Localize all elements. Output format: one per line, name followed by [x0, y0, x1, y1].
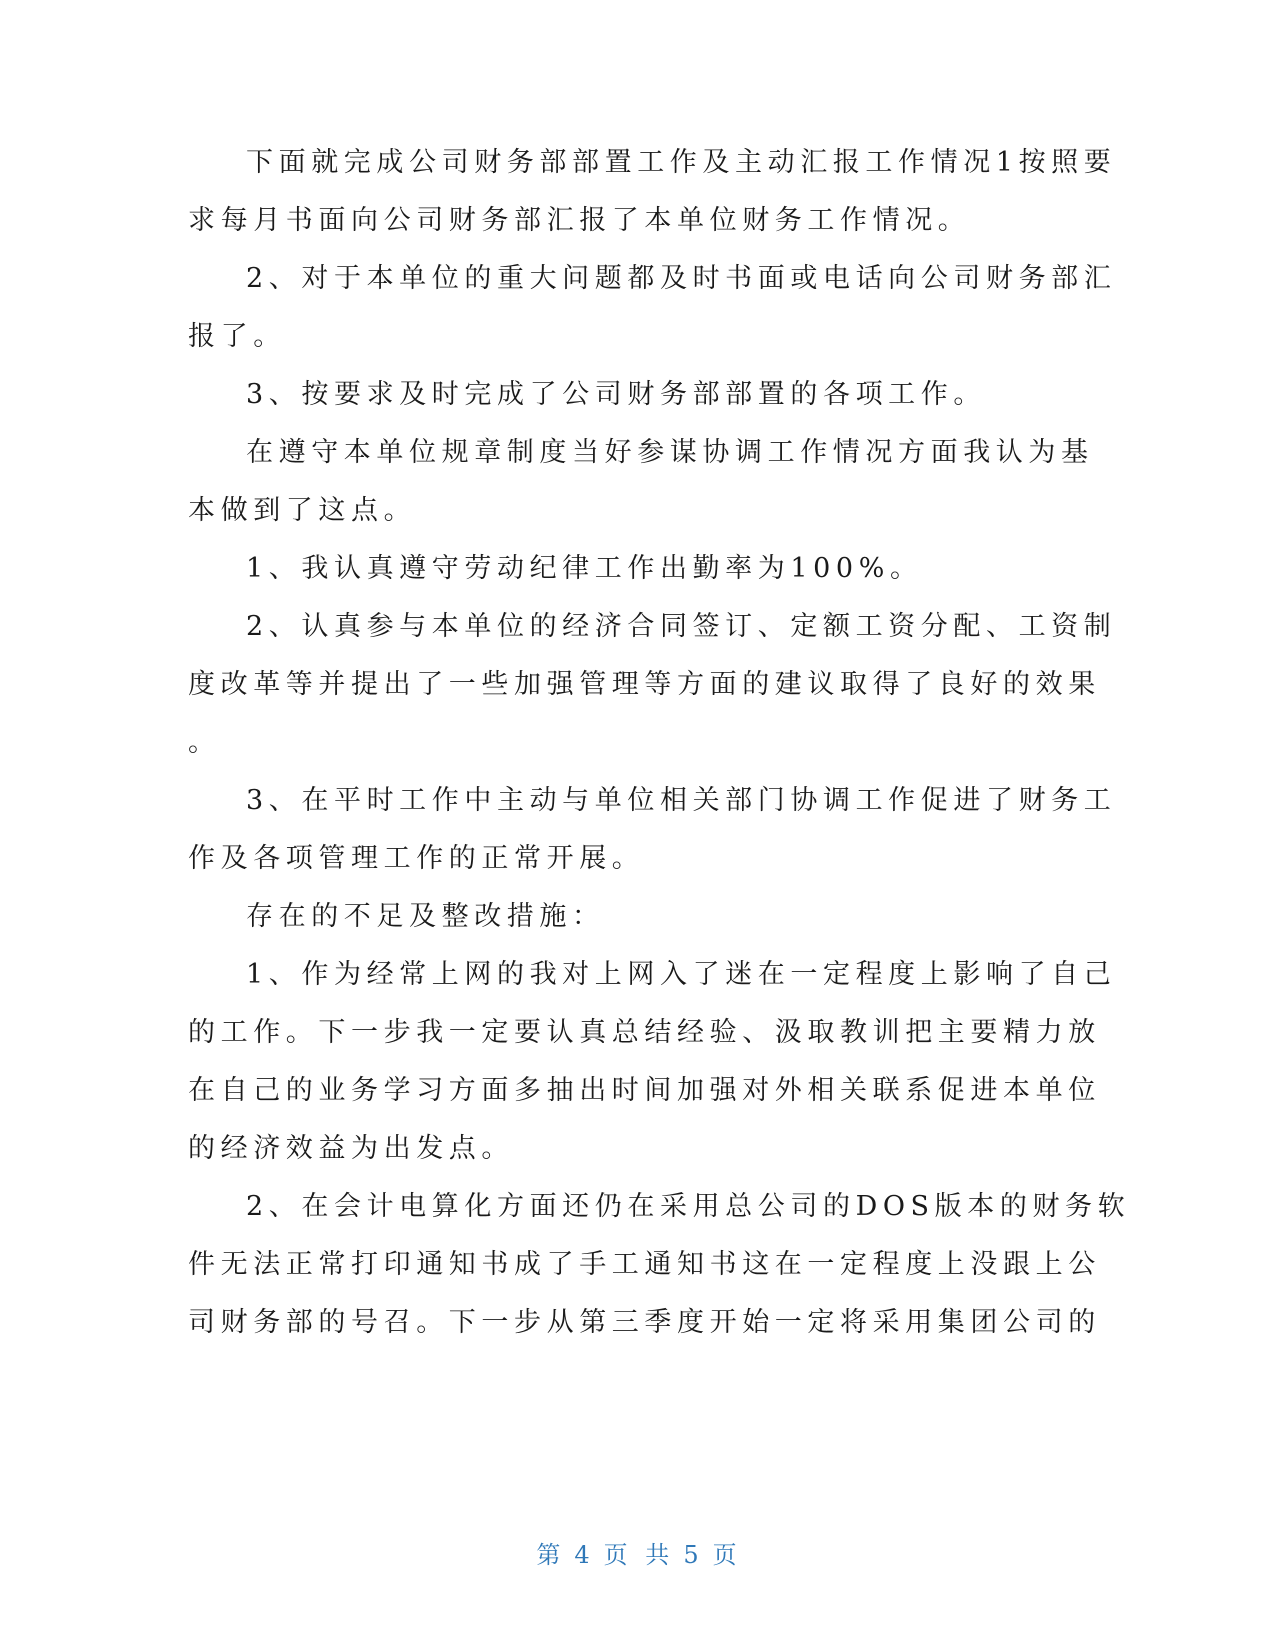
- text-line: 2、认真参与本单位的经济合同签订、定额工资分配、工资制: [246, 611, 1117, 642]
- text-line: 2、对于本单位的重大问题都及时书面或电话向公司财务部汇: [246, 263, 1117, 294]
- text-line: 本做到了这点。: [188, 495, 417, 526]
- text-line: 司财务部的号召。下一步从第三季度开始一定将采用集团公司的: [188, 1307, 1101, 1338]
- text-line: 2、在会计电算化方面还仍在采用总公司的DOS版本的财务软: [246, 1191, 1131, 1222]
- text-line: 1、作为经常上网的我对上网入了迷在一定程度上影响了自己: [246, 959, 1117, 990]
- footer-mid: 页 共: [603, 1541, 672, 1569]
- text-line: 下面就完成公司财务部部置工作及主动汇报工作情况1按照要: [246, 147, 1117, 178]
- total-pages: 5: [683, 1541, 701, 1569]
- footer-suffix: 页: [712, 1541, 739, 1569]
- text-line: 在遵守本单位规章制度当好参谋协调工作情况方面我认为基: [246, 437, 1094, 468]
- footer-prefix: 第: [536, 1541, 563, 1569]
- text-line: 存在的不足及整改措施：: [246, 901, 605, 932]
- text-line: 的经济效益为出发点。: [188, 1133, 514, 1164]
- text-line: 在自己的业务学习方面多抽出时间加强对外相关联系促进本单位: [188, 1075, 1101, 1106]
- text-line: 1、我认真遵守劳动纪律工作出勤率为100%。: [246, 553, 923, 584]
- text-line: 报了。: [188, 321, 286, 352]
- text-line: 3、按要求及时完成了公司财务部部置的各项工作。: [246, 379, 986, 410]
- text-line: 度改革等并提出了一些加强管理等方面的建议取得了良好的效果: [188, 669, 1101, 700]
- page-number: 4: [574, 1541, 592, 1569]
- text-line: 求每月书面向公司财务部汇报了本单位财务工作情况。: [188, 205, 971, 236]
- text-line: 件无法正常打印通知书成了手工通知书这在一定程度上没跟上公: [188, 1249, 1101, 1280]
- text-line: 的工作。下一步我一定要认真总结经验、汲取教训把主要精力放: [188, 1017, 1101, 1048]
- page-footer: [0, 1535, 1275, 1570]
- text-line: 。: [188, 727, 221, 758]
- text-line: 3、在平时工作中主动与单位相关部门协调工作促进了财务工: [246, 785, 1117, 816]
- text-line: 作及各项管理工作的正常开展。: [188, 843, 645, 874]
